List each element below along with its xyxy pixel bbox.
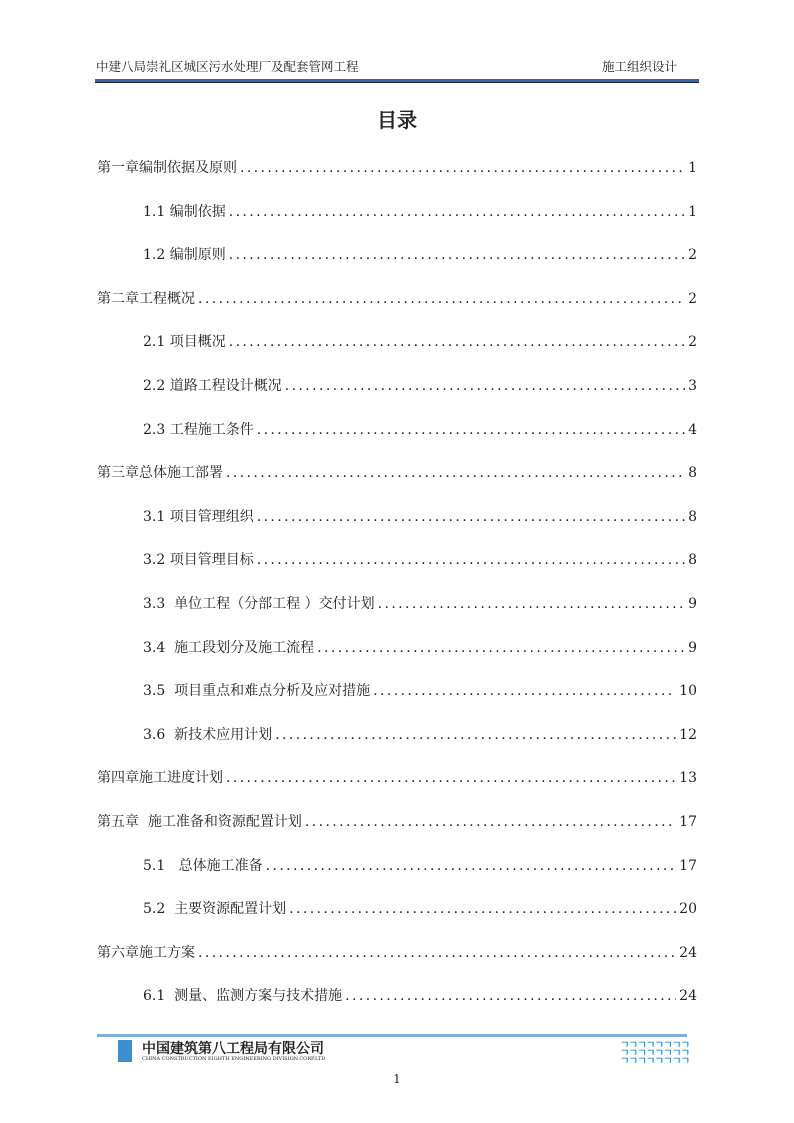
header-divider bbox=[95, 79, 699, 83]
toc-entry[interactable] bbox=[143, 375, 697, 395]
toc-entry-page: 8 bbox=[688, 552, 697, 569]
toc-entry-label: 3.6 新技术应用计划 bbox=[143, 726, 273, 743]
toc-entry[interactable] bbox=[143, 331, 697, 351]
toc-leader-dots bbox=[285, 378, 685, 394]
toc-leader-dots bbox=[226, 770, 676, 786]
toc-entry-label: 2.3 工程施工条件 bbox=[143, 421, 254, 438]
toc-entry-label: 3.4 施工段划分及施工流程 bbox=[143, 639, 315, 656]
toc-leader-dots bbox=[266, 858, 677, 874]
toc-entry-page: 1 bbox=[688, 160, 697, 176]
toc-entry-page: 17 bbox=[679, 857, 697, 874]
toc-entry-page: 10 bbox=[679, 683, 697, 700]
toc-entry-page: 2 bbox=[688, 247, 697, 264]
toc-entry-label: 2.2 道路工程设计概况 bbox=[143, 378, 282, 394]
toc-entry[interactable] bbox=[97, 942, 697, 962]
toc-leader-dots bbox=[373, 683, 676, 699]
toc-leader-dots bbox=[289, 901, 676, 917]
toc-entry-label: 3.5 项目重点和难点分析及应对措施 bbox=[143, 683, 371, 700]
toc-entry[interactable] bbox=[97, 157, 697, 177]
toc-entry-page: 24 bbox=[679, 988, 697, 1005]
toc-entry-label: 3.2 项目管理目标 bbox=[143, 552, 254, 569]
toc-leader-dots bbox=[229, 204, 685, 220]
toc-entry-page: 9 bbox=[688, 639, 697, 656]
toc-leader-dots bbox=[257, 509, 685, 525]
toc-entry[interactable] bbox=[143, 419, 697, 439]
toc-entry-label: 第三章总体施工部署 bbox=[97, 465, 223, 482]
toc-leader-dots bbox=[229, 334, 685, 350]
toc-entry-page: 24 bbox=[679, 944, 697, 961]
toc-entry[interactable] bbox=[143, 244, 697, 264]
toc-leader-dots bbox=[198, 945, 676, 961]
header-doc-type: 施工组织设计 bbox=[601, 59, 677, 74]
toc-leader-dots bbox=[275, 727, 676, 743]
company-name-en: CHINA CONSTRUCTION EIGHTH ENGINEERING DIVISION.CORP.LTD bbox=[142, 1056, 326, 1062]
toc-entry-label: 1.2 编制原则 bbox=[143, 247, 226, 264]
toc-entry[interactable] bbox=[97, 811, 697, 831]
toc-entry-page: 8 bbox=[688, 508, 697, 525]
toc-entry-label: 第四章施工进度计划 bbox=[97, 770, 223, 787]
toc-leader-dots bbox=[317, 640, 685, 656]
toc-entry-label: 3.1 项目管理组织 bbox=[143, 508, 254, 525]
toc-entry-label: 5.1 总体施工准备 bbox=[143, 857, 263, 874]
company-mark-icon: ㄱㄱㄱㄱㄱㄱㄱㄱ ㄱㄱㄱㄱㄱㄱㄱㄱ ㄱㄱㄱㄱㄱㄱㄱㄱ bbox=[620, 1040, 690, 1067]
toc-entry[interactable] bbox=[143, 985, 697, 1005]
toc-leader-dots bbox=[198, 291, 685, 307]
toc-entry-label: 5.2 主要资源配置计划 bbox=[143, 901, 287, 918]
toc-entry[interactable] bbox=[143, 637, 697, 657]
toc-entry-page: 9 bbox=[688, 596, 697, 612]
company-logo-icon bbox=[118, 1040, 132, 1062]
toc-leader-dots bbox=[305, 814, 676, 830]
toc-entry-label: 2.1 项目概况 bbox=[143, 334, 226, 351]
page-number: 1 bbox=[393, 1072, 401, 1086]
toc-entry-page: 8 bbox=[688, 465, 697, 482]
toc-leader-dots bbox=[240, 160, 685, 176]
toc-entry-page: 2 bbox=[688, 290, 697, 307]
toc-entry[interactable] bbox=[143, 680, 697, 700]
toc-entry-page: 4 bbox=[688, 421, 697, 438]
toc-entry[interactable] bbox=[143, 593, 697, 613]
toc-entry-label: 第五章 施工准备和资源配置计划 bbox=[97, 814, 302, 830]
toc-entry-label: 1.1 编制依据 bbox=[143, 203, 226, 220]
toc-entry[interactable] bbox=[143, 855, 697, 875]
toc-entry-page: 13 bbox=[679, 770, 697, 787]
toc-leader-dots bbox=[378, 596, 685, 612]
toc-leader-dots bbox=[257, 552, 685, 568]
toc-entry[interactable] bbox=[97, 767, 697, 787]
toc-entry[interactable] bbox=[97, 462, 697, 482]
toc-leader-dots bbox=[345, 988, 676, 1004]
toc-entry-label: 第一章编制依据及原则 bbox=[97, 160, 237, 176]
toc-entry-page: 3 bbox=[688, 378, 697, 394]
toc-entry-label: 第二章工程概况 bbox=[97, 290, 195, 307]
toc-leader-dots bbox=[257, 422, 685, 438]
toc-entry-page: 20 bbox=[679, 901, 697, 918]
toc-entry-label: 6.1 测量、监测方案与技术措施 bbox=[143, 988, 343, 1005]
page-title: 目录 bbox=[377, 108, 417, 132]
toc-entry[interactable] bbox=[143, 898, 697, 918]
toc-entry[interactable] bbox=[143, 549, 697, 569]
toc-entry-label: 3.3 单位工程（分部工程 ）交付计划 bbox=[143, 596, 375, 612]
toc-entry[interactable] bbox=[97, 288, 697, 308]
toc-entry[interactable] bbox=[143, 506, 697, 526]
toc-leader-dots bbox=[229, 247, 685, 263]
toc-entry-label: 第六章施工方案 bbox=[97, 944, 195, 961]
toc-entry[interactable] bbox=[143, 724, 697, 744]
toc-entry-page: 17 bbox=[679, 814, 697, 830]
company-name-cn: 中国建筑第八工程局有限公司 bbox=[142, 1041, 324, 1057]
toc-entry-page: 1 bbox=[688, 203, 697, 220]
header-project-title: 中建八局崇礼区城区污水处理厂及配套管网工程 bbox=[96, 59, 359, 74]
toc-entry[interactable] bbox=[143, 201, 697, 221]
toc-leader-dots bbox=[226, 465, 685, 481]
toc-entry-page: 12 bbox=[679, 726, 697, 743]
toc-entry-page: 2 bbox=[688, 334, 697, 351]
footer-divider bbox=[97, 1034, 687, 1037]
